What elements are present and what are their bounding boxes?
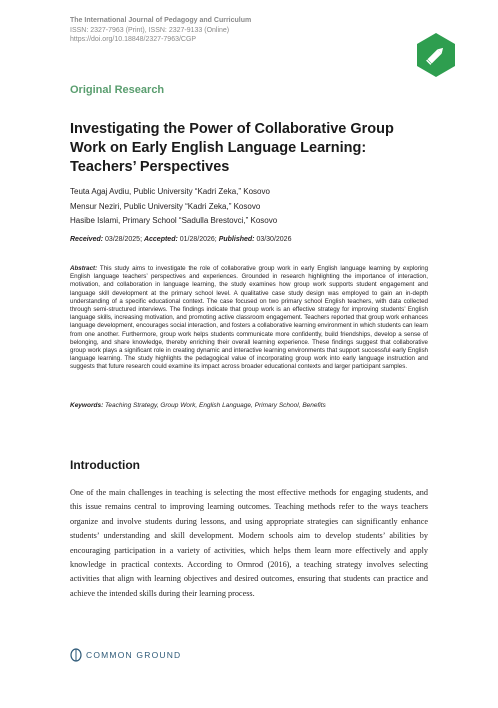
author-3: Hasibe Islami, Primary School “Sadulla Brestovci,” Kosovo (70, 216, 278, 225)
published-label: Published: (218, 236, 255, 243)
open-access-badge[interactable] (416, 32, 456, 78)
introduction-paragraph: One of the main challenges in teaching is selecting the most effective methods for engaging students, and this issue remains central to improving learning outcomes. Teaching methods refer to the ways teachers organize and involve students during lessons, and using appropriate strategies can significantly enhance students’ understanding and skill development. Modern schools aim to develop students’ abilities by encouraging participation in a variety of activities, which helps them learn more effectively and apply knowledge in practical contexts. According to Ormrod (2016), a teaching strategy involves selecting activities that align with learning objectives and desired outcomes, ensuring that students can practice and achieve the intended skills during their learning process. (70, 488, 428, 598)
abstract-label: Abstract: (70, 265, 98, 272)
article-title: Investigating the Power of Collaborative Group Work on Early English Language Learning: Teachers’ Perspectives (70, 121, 394, 175)
received-date: 03/28/2025; (105, 236, 143, 243)
common-ground-icon (70, 648, 82, 662)
published-date: 03/30/2026 (256, 236, 292, 243)
journal-doi[interactable]: https://doi.org/10.18848/2327-7963/CGP (70, 36, 197, 43)
author-2: Mensur Neziri, Public University “Kadri Zeka,” Kosovo (70, 201, 261, 211)
keywords-label: Keywords: (70, 402, 104, 409)
publisher-name: COMMON GROUND (86, 650, 182, 660)
section-label: Original Research (70, 84, 165, 96)
pencil-icon (416, 32, 456, 78)
received-label: Received: (70, 236, 104, 243)
introduction-heading: Introduction (70, 458, 140, 472)
keywords-text: Teaching Strategy, Group Work, English Language, Primary School, Benefits (105, 402, 326, 409)
journal-issn: ISSN: 2327-7963 (Print), ISSN: 2327-9133 (Online) (70, 26, 230, 34)
author-1: Teuta Agaj Avdiu, Public University “Kadri Zeka,” Kosovo (70, 187, 270, 196)
abstract-text: This study aims to investigate the role of collaborative group work in early English language learning by exploring English language teachers’ perspectives and experiences. Grounded in research highlighting the importance of interaction, motivation, and collaboration in language learning, the study examines how group work supports student engagement and language skill development at the primary school level. A qualitative case study design was employed to gain an in-depth understanding of a specific educational context. The case focused on two primary school English teachers, with data collected through semi-structured interviews. The findings indicate that group work is an effective strategy for improving students’ English language skills, increasing motivation, and promoting active classroom engagement. Teachers reported that group work enhances language development, encourages social interaction, and fosters a collaborative learning environment in which students can learn from one another. Furthermore, group work helps students communicate more confidently, build friendships, develop a sense of belonging, and share knowledge, thereby enriching their overall learning experience. These findings suggest that collaborative group work plays a significant role in creating dynamic and interactive learning environments that support successful early English language learning. The study highlights the pedagogical value of incorporating group work into early language instruction and suggests that future research could examine its impact across broader educational contexts and larger participant samples. (70, 265, 429, 371)
journal-name: The International Journal of Pedagogy and Curriculum (70, 17, 252, 24)
accepted-date: 01/28/2026; (179, 236, 217, 243)
article-dates (70, 236, 291, 243)
author-list (70, 185, 277, 229)
abstract (70, 265, 428, 372)
journal-header (70, 16, 251, 45)
keywords (70, 402, 326, 409)
accepted-label: Accepted: (143, 236, 178, 243)
publisher-logo (70, 648, 181, 662)
